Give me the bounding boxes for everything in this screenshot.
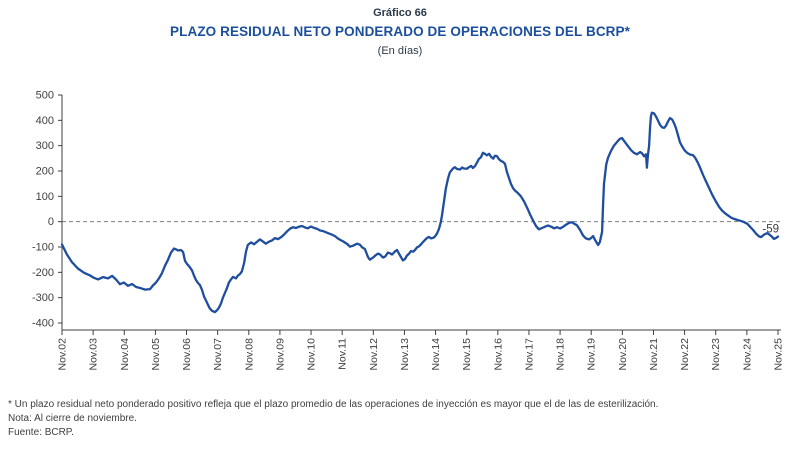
y-axis-tick-label: 300 bbox=[35, 140, 54, 153]
y-axis-tick-label: 100 bbox=[35, 190, 54, 203]
x-axis-tick-label: Nov.12 bbox=[367, 338, 380, 371]
x-axis-tick-label: Nov.03 bbox=[87, 338, 100, 371]
y-axis-tick-label: 200 bbox=[35, 165, 54, 178]
x-axis-tick-label: Nov.14 bbox=[430, 338, 443, 371]
x-axis-tick-label: Nov.19 bbox=[585, 338, 598, 371]
data-series-line bbox=[62, 113, 778, 312]
y-axis-tick-label: -200 bbox=[31, 266, 54, 279]
x-axis-tick-label: Nov.13 bbox=[398, 338, 411, 371]
x-axis-tick-label: Nov.21 bbox=[647, 338, 660, 371]
x-axis-tick-label: Nov.24 bbox=[741, 338, 754, 371]
x-axis-tick-label: Nov.20 bbox=[616, 338, 629, 371]
chart-title: PLAZO RESIDUAL NETO PONDERADO DE OPERACIONES DEL BCRP* bbox=[170, 24, 630, 39]
x-axis-tick-label: Nov.17 bbox=[523, 338, 536, 371]
x-axis-tick-label: Nov.23 bbox=[710, 338, 723, 371]
footnote-note: Nota: Al cierre de noviembre. bbox=[8, 413, 137, 424]
chart-subtitle: (En días) bbox=[377, 45, 423, 57]
line-chart-canvas bbox=[0, 80, 800, 395]
x-axis-tick-label: Nov.10 bbox=[305, 338, 318, 371]
footnote-asterisk: * Un plazo residual neto ponderado positivo refleja que el plazo promedio de las operaciones de inyección es mayor que el de las de esterilización. bbox=[8, 399, 659, 410]
chart-footnotes bbox=[8, 398, 794, 440]
x-axis-tick-label: Nov.06 bbox=[181, 338, 194, 371]
x-axis-tick-label: Nov.04 bbox=[118, 338, 131, 371]
x-axis-tick-label: Nov.22 bbox=[679, 338, 692, 371]
x-axis-tick-label: Nov.05 bbox=[149, 338, 162, 371]
x-axis-tick-label: Nov.16 bbox=[492, 338, 505, 371]
y-axis-tick-label: 500 bbox=[35, 89, 54, 102]
x-axis-tick-label: Nov.15 bbox=[461, 338, 474, 371]
x-axis-tick-label: Nov.08 bbox=[243, 338, 256, 371]
footnote-source: Fuente: BCRP. bbox=[8, 427, 74, 438]
y-axis-tick-label: -100 bbox=[31, 241, 54, 254]
x-axis-tick-label: Nov.25 bbox=[772, 338, 785, 371]
y-axis-tick-label: -400 bbox=[31, 317, 54, 330]
end-value-annotation: -59 bbox=[762, 223, 779, 236]
chart-header bbox=[0, 6, 800, 58]
x-axis-tick-label: Nov.11 bbox=[336, 338, 349, 370]
x-axis-tick-label: Nov.18 bbox=[554, 338, 567, 371]
x-axis-tick-label: Nov.02 bbox=[56, 338, 69, 371]
y-axis-tick-label: 0 bbox=[47, 216, 54, 229]
y-axis-tick-label: -300 bbox=[31, 292, 54, 305]
y-axis-tick-label: 400 bbox=[35, 114, 54, 127]
figure-number: Gráfico 66 bbox=[373, 7, 427, 19]
x-axis-tick-label: Nov.07 bbox=[212, 338, 225, 371]
x-axis-tick-label: Nov.09 bbox=[274, 338, 287, 371]
line-chart bbox=[0, 80, 800, 395]
